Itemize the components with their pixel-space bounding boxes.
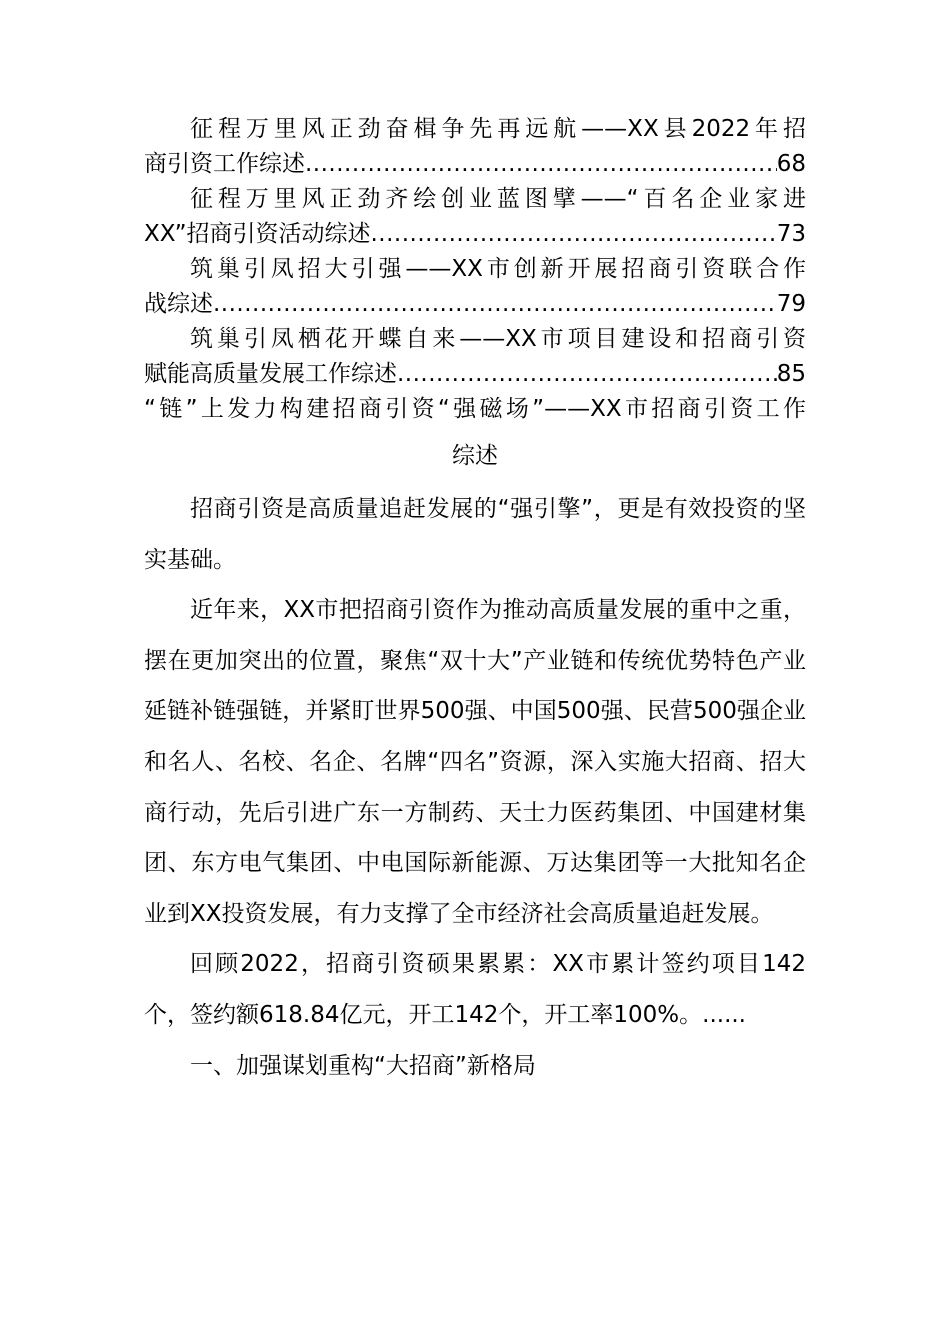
toc-entry[interactable]	[144, 182, 806, 252]
toc-leader-dots	[305, 147, 777, 182]
toc-entry[interactable]	[144, 252, 806, 322]
toc-entry-continuation	[144, 217, 806, 252]
toc-entry-continuation	[144, 357, 806, 392]
article-title-continued: 综述	[452, 443, 498, 469]
section-heading: 一、加强谋划重构“大招商”新格局	[190, 1052, 536, 1079]
table-of-contents	[144, 112, 806, 392]
toc-entry-title: 征程万里风正劲奋楫争先再远航——XX县2022年招	[190, 116, 806, 142]
paragraph: 近年来，XX市把招商引资作为推动高质量发展的重中之重，摆在更加突出的位置，聚焦“双十大”产业链和传统优势特色产业延链补链强链，并紧盯世界500强、中国500强、民营500强企业和名人、名校、名企、名牌“四名”资源，深入实施大招商、招大商行动，先后引进广东一方制药、天士力医药集团、中国建材集团、东方电气集团、中电国际新能源、万达集团等一大批知名企业到XX投资发展，有力支撑了全市经济社会高质量追赶发展。	[144, 597, 806, 927]
toc-page-number: 68	[776, 151, 806, 177]
toc-entry-continuation	[144, 147, 806, 182]
toc-leader-dots	[213, 287, 777, 322]
toc-page-number: 79	[776, 291, 806, 317]
toc-entry-title-cont: 战综述	[144, 291, 213, 317]
toc-entry[interactable]	[144, 112, 806, 182]
toc-entry-title: 筑巢引凤栖花开蝶自来——XX市项目建设和招商引资	[190, 326, 806, 352]
toc-entry-title-cont: 赋能高质量发展工作综述	[144, 361, 397, 387]
toc-entry-title: 征程万里风正劲齐绘创业蓝图擘——“百名企业家进	[190, 186, 806, 212]
article-title: “链”上发力构建招商引资“强磁场”——XX市招商引资工作	[144, 396, 806, 422]
toc-entry-title-cont: 商引资工作综述	[144, 151, 305, 177]
toc-entry[interactable]	[144, 322, 806, 392]
toc-page-number: 73	[776, 221, 806, 247]
document-page	[144, 112, 806, 1091]
toc-entry-continuation	[144, 287, 806, 322]
toc-entry-title: 筑巢引凤招大引强——XX市创新开展招商引资联合作	[190, 256, 806, 282]
toc-entry-title-cont: XX”招商引资活动综述	[144, 221, 371, 247]
toc-page-number: 85	[776, 361, 806, 387]
paragraph: 招商引资是高质量追赶发展的“强引擎”，更是有效投资的坚实基础。	[144, 496, 806, 573]
toc-leader-dots	[371, 217, 777, 252]
paragraph: 回顾2022，招商引资硕果累累：XX市累计签约项目142个，签约额618.84亿元，开工142个，开工率100%。......	[144, 951, 806, 1028]
toc-leader-dots	[397, 357, 777, 392]
